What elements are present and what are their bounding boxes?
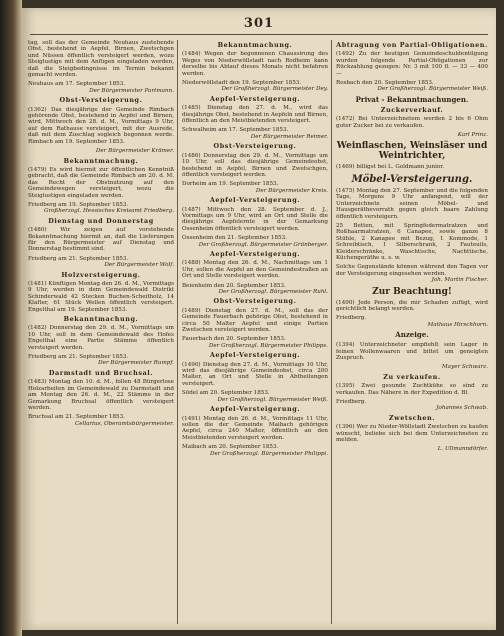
notice-heading: Aepfel-Versteigerung. [209,405,301,414]
notice-text: Friedberg. [336,399,367,406]
notice-item [182,298,328,304]
notice-text: Friedberg am 21. September 1853. [28,255,129,262]
column-middle [182,40,328,624]
notice-text: Ossenheim den 21. September 1853. [182,235,287,242]
notice-signature: Der Großherzogl. Bürgermeister Weiß. [377,86,488,93]
notice-item [28,107,174,145]
notice-heading: Bekanntmachung. [63,156,139,165]
notice-item [182,207,328,233]
notice-text: Fauerbach den 20. September 1853. [182,336,286,343]
notice-item [336,51,488,77]
notice-item [182,406,328,412]
notice-signature: Der Bürgermeister Rumpf. [98,360,174,367]
notice-signature: Der Bürgermeister Wolf. [104,262,174,269]
notice-text: (1479) Es wird hiermit zur öffentlichen Kenntniß gebracht, daß die Gemeinde Rimbach am 20. d. M. das Recht der Obstnutzung auf den Gemeindewegen versteigert, wozu die Steiglustigen eingeladen werden. [28,166,174,199]
column-left [28,40,174,624]
notice-heading: Obst-Versteigerung. [59,96,143,105]
notice-item [336,374,488,380]
ad-headline: Zur Beachtung! [372,286,452,297]
notice-item [182,127,328,140]
notice-item [182,153,328,179]
notice-signature: Johannes Schwab. [436,405,488,412]
page-number: 301 [243,16,275,31]
notice-item [182,260,328,279]
notice-item [336,264,488,283]
notice-text: (1396) Wer zu Nieder-Wöllstadt Zwetschen zu kaufen wünscht, beliebe sich bei dem Unterzeichneten zu melden. [336,424,488,444]
column-right [336,40,488,624]
section-heading: Anzeige. [395,330,429,340]
notice-item [336,188,488,220]
notice-text: Solche Gegenstände können während den Tagen vor der Versteigerung eingesehen werden. [336,264,488,277]
notice-heading: Obst-Versteigerung. [213,142,297,151]
notice-item [336,223,488,261]
notice-item [28,414,174,427]
notice-heading: Zu verkaufen. [383,372,441,381]
notice-item [182,336,328,349]
notice-text: tag, soll das der Gemeinde Neuhaus zustehende Obst, bestehend in Aepfel, Birnen, Zwetschgen und Nüssen öffentlich versteigert werden, wozu Steiglustige mit dem Anfügen eingeladen werden, daß die Steigbedingnisse im Termin bekannt gemacht werden. [28,40,174,79]
notice-text: (1482) Donnerstag den 29. d. M., Vormittags um 10 Uhr, soll in dem Gemeindewald des Hofes Engelthal eine Partie Stämme öffentlich versteigert werden. [28,325,174,351]
notice-item [182,96,328,102]
column-divider [331,40,332,624]
notice-item [336,96,488,104]
notice-item [182,283,328,296]
ad-headline: Weinflaschen, Weinsläser und Weintrichter, [336,141,488,162]
notice-signature: Der Bürgermeister Krämer. [95,148,174,155]
notice-item [28,379,174,411]
notice-item [182,235,328,248]
notice-text: (1395) Zwei gesunde Zuchtkühe so sind zu verkaufen. Das Nähere in der Expedition d. Bl. [336,383,488,396]
notice-text: Neuhaus am 17. September 1853. [28,81,126,88]
notice-text: (1394) Unterzeichneter empfiehlt sein Lager in feinen Wollenwaaren und bittet um geneigten Zuspruch. [336,342,488,361]
notice-item [28,256,174,269]
notice-item [336,424,488,443]
notice-text: (1485) Dienstag den 27. d. M., wird das diesjährige Obst, bestehend in Aepfeln und Birnen, öffentlich an den Meistbietenden versteigert. [182,105,328,125]
notice-item [28,148,174,154]
notice-signature: Der Bürgermeister Partmann. [89,87,174,94]
notice-text: Beienheim den 20. September 1853. [182,282,286,289]
notice-item [336,164,488,170]
notice-item [336,315,488,328]
notice-signature: Der Großherzogl. Bürgermeister Philipps. [208,342,328,349]
notice-heading: Holzversteigerung. [61,270,141,279]
notice-text: (1490) Dienstag den 27. d. M., Vormittags 10 Uhr, wird das diesjährige Gemeindeobst, circa 200 Malter, an Ort und Stelle in Abtheilungen versteigert. [182,361,328,387]
notice-item [28,370,174,376]
notice-text: (1491) Montag den 26. d. M., Vormittags 11 Uhr, sollen die der Gemeinde Maibach gehörigen Aepfel, circa 240 Malter, öffentlich an den Meistbietenden versteigert werden. [182,415,328,441]
notice-item [28,227,174,253]
notice-item [182,444,328,457]
notice-text: (1487) Mittwoch den 28. September d. J., Vormittags um 9 Uhr, wird an Ort und Stelle die diesjährige Aepfelernte in der Gemarkung Ossenheim öffentlich versteigert werden. [182,206,328,232]
notice-item [28,158,174,164]
notice-item [182,181,328,194]
notice-item [336,141,488,161]
notice-text: (1483) Montag den 10. d. M., follen 48 Bürgerlose Holzarbeiten im Gemeindewald zu Darmstadt und am Montag den 26. d. M., 22 Stämme in der Gemarkung Bruchsal öffentlich versteigert werden. [28,379,174,411]
notice-heading: Bekanntmachung. [63,315,139,324]
notice-heading: Bekanntmachung. [217,41,293,49]
notice-text: (1362) Das diesjährige der Gemeinde Rimbach gehörende Obst, bestehend in Aepfel und Birnen, wird, Mittwoch den 28. d. M., Vormittags 9 Uhr, auf dem Rathause versteigert, mit der Ausrede, daß mit dem Zuschlag sogleich begonnen werde. Rimbach am 19. September 1853. [28,106,174,145]
notice-signature: Der Großherzogl. Bürgermeister Grünberger. [198,241,328,248]
notice-text: Friedberg am 19. September 1853. [28,201,129,208]
book-binding [0,0,22,636]
notice-text: (1490) Jede Person, die mir Schaden zufügt, wird gerichtlich belangt werden. [336,299,488,312]
notice-text: Rosbach den 20. September 1853. [336,80,434,87]
notice-heading: Zuckerverkauf. [380,105,444,114]
notice-signature: Karl Prinz. [457,132,488,139]
notice-signature: Der Großherzogl. Bürgermeister Dey. [221,86,328,93]
notice-text: Dorheim am 19. September 1853. [182,181,279,188]
notice-item [182,308,328,334]
notice-item [336,399,488,412]
notice-item [28,81,174,94]
notice-text: (1486) Donnerstag den 29. d. M., Vormittags um 10 Uhr, soll das diesjährige Gemeindeobst, bestehend in Aepfel, Birnen und Zwetschgen, öffentlich versteigert werden. [182,152,328,178]
notice-item [28,316,174,322]
notice-item [182,143,328,149]
notice-text: (1475) Montag den 27. September und die folgenden Tage, Morgens 9 Uhr anfangend, will der Unterzeichnete seinen Möbel- und Hausgeräthevorrath gegen gleich baare Zahlung öffentlich versteigern. [336,187,488,220]
notice-item [28,281,174,313]
notice-text: (1492) Zu der heutigen Gemeindeschuldentilgung wurden folgende Partial-Obligationen zur Rückzahlung gezogen: Nr. 3 mit 100 fl. — 33 — 400 — [336,51,488,77]
notice-signature: Der Bürgermeister Kreis. [255,187,328,194]
notice-item [28,354,174,367]
notice-signature: Der Bürgermeister Reimer. [250,133,328,140]
notice-item [28,272,174,278]
notice-heading: Aepfel-Versteigerung. [209,94,301,103]
notice-item [336,287,488,297]
notice-heading: Dienstag und Donnerstag [48,216,154,225]
notice-item [182,352,328,358]
notice-text: Friedberg. [336,315,367,322]
notice-item [28,97,174,103]
notice-signature: Mayer Schwarz. [441,364,488,371]
notice-text: (1480) Wir zeigen auf vorstehende Bekanntmachung hiermit an, daß die Lieferungen für den Bürgermeister auf Dienstag und Donnerstag bestimmt sind. [28,227,174,253]
header-rule [30,34,488,35]
notice-signature: Der Großherzogl. Bürgermeister Philippi. [209,450,328,457]
notice-item [182,51,328,77]
notice-item [182,42,328,48]
notice-signature: Der Großherzogl. Bürgermeister Ruhl. [218,289,328,295]
notice-item [182,197,328,203]
notice-item [28,167,174,199]
column-divider [177,40,178,624]
notice-signature: Mathaus Hirschhorn. [427,321,488,328]
notice-text: Niederwöllstadt den 19. September 1853. [182,80,302,87]
notice-signature: Joh. Martin Fischer. [431,277,488,284]
notice-heading: Obst-Versteigerung. [213,297,297,306]
notice-item [336,446,488,452]
notice-text: (1484) Wegen der begonnenen Chaussirung des Weges von Niederwöllstadt nach Rodheim kann derselbe bis Ablauf dieses Monats nicht befahren werden. [182,51,328,77]
notice-text: Bruchsal am 21. September 1853. [28,414,125,421]
notice-text: 25 Betten, mit Springfedermatratzen und Roßhaarmatratzen, 6 Canapee, sowie ganze 8 Stühle, 2 Kanapee mit Bezug, 1 Kommode, 1 Schreibtisch, 1 Silberschrank, 2 Fauteuils, Kleiderschränke, Waschtische, Nachttische, Küchengeräthe u. s. w. [336,222,488,261]
notice-heading: Aepfel-Versteigerung. [209,196,301,205]
notice-heading: Zwetschen. [388,413,436,422]
notice-item [28,218,174,224]
notice-item [336,364,488,370]
notice-signature: Cellarius, Oberamtsbürgermeister. [75,420,174,427]
notice-item [336,132,488,138]
notice-text: (1469) billigst bei L. Goldmann junior. [336,164,445,171]
notice-heading: Aepfel-Versteigerung. [209,249,301,258]
notice-text: Schwalheim am 17. September 1853. [182,127,289,134]
ad-headline-large: Möbel-Versteigerung. [351,173,473,185]
notice-item [336,342,488,361]
notice-signature: L. Ullmanndörfer. [437,446,488,453]
notice-signature: Großherzogl. Hessisches Kreisamt Friedberg. [43,208,174,215]
notice-item [182,251,328,257]
notice-text: (1472) Bei Unterzeichnetem werden 2 bis 6 Ohm guter Zucker bei zu verkaufen. [336,116,488,129]
notice-item [28,202,174,215]
newspaper-page [22,8,496,630]
notice-item [28,325,174,351]
notice-item [182,80,328,93]
notice-item [336,174,488,185]
notice-item [182,390,328,403]
notice-signature: Der Großherzogl. Bürgermeister Weiß. [217,396,328,403]
notice-item [182,416,328,442]
notice-item [336,80,488,93]
notice-heading: Darmstadt und Bruchsal. [48,368,154,377]
notice-item [336,107,488,113]
notice-text: (1481) Künftigen Montag den 26. d. M., Vormittags 9 Uhr, werden in dem Gemeindewald Distrikt Schinderwald 42 Stecken Buchen-Scheitholz, 14 Klafter, 61 Stück Wellen öffentlich versteigert. Engelthal am 19. September 1853. [28,281,174,313]
notice-item [336,331,488,339]
notice-item [336,415,488,421]
notice-text: (1489) Dienstag den 27. d. M., soll das der Gemeinde Fauerbach gehörige Obst, bestehend in circa 50 Malter Aepfel und einige Partien Zwetschen versteigert werden. [182,307,328,334]
notice-item [182,362,328,388]
notice-heading: Abtragung von Partial-Obligationen. [336,41,488,49]
notice-item [336,116,488,129]
notice-item [28,40,174,78]
notice-text: Södel am 20. September 1853. [182,390,270,397]
notice-text: Maibach am 20. September 1853. [182,444,279,451]
notice-text: (1488) Montag den 26. d. M., Nachmittags um 1 Uhr, sollen die Aepfel an den Gemeindestraßen an Ort und Stelle versteigert werden. [182,260,328,280]
section-heading: Privat - Bekanntmachungen. [355,94,469,104]
notice-item [182,105,328,124]
notice-text: Friedberg am 21. September 1853. [28,354,129,361]
notice-item [336,383,488,396]
notice-heading: Aepfel-Versteigerung. [209,351,301,360]
notice-item [336,300,488,313]
notice-item [336,42,488,48]
